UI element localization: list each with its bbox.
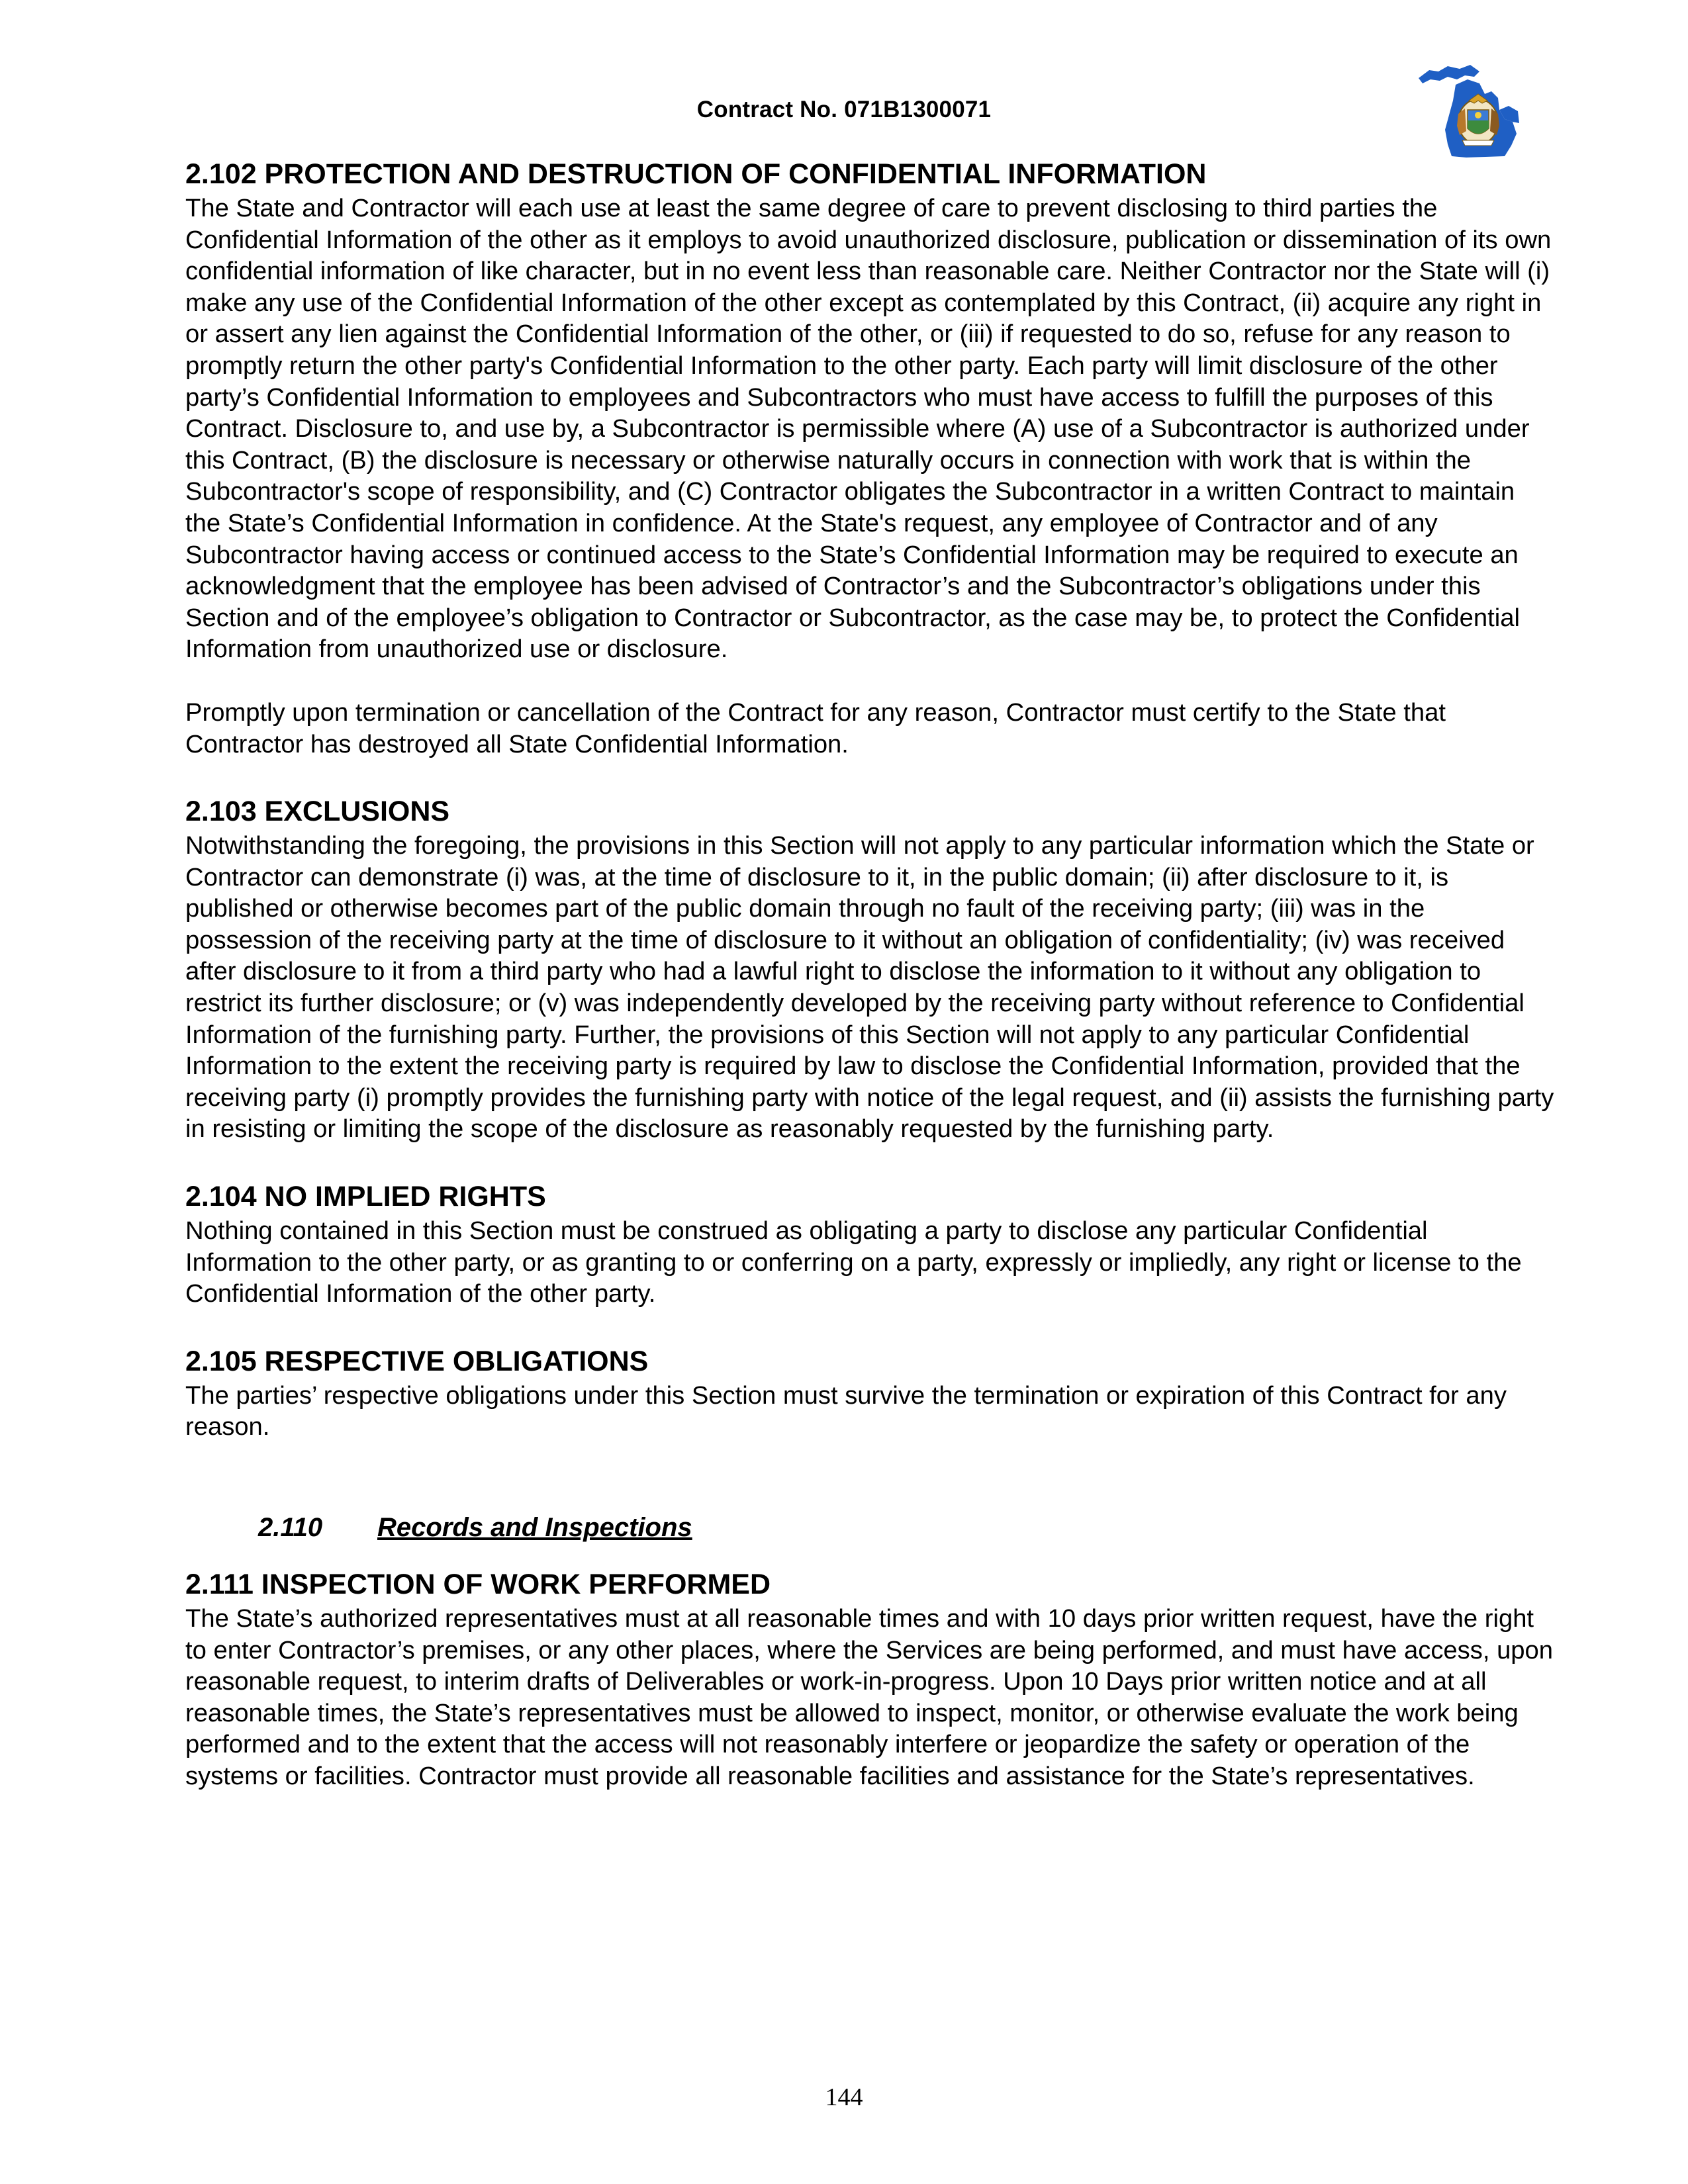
page-number: 144 [825,2083,863,2111]
michigan-seal-icon [1413,57,1526,159]
section-2-110-title: Records and Inspections [377,1513,692,1542]
section-2-111-heading: 2.111 INSPECTION OF WORK PERFORMED [185,1569,771,1600]
section-2-104-heading: 2.104 NO IMPLIED RIGHTS [185,1181,546,1213]
section-2-103-paragraph: Notwithstanding the foregoing, the provisions in this Section will not apply to any particular information which the State or Contractor can demonstrate (i) was, at the time of disclosure to it, in the public domain; (ii) after disclosure to it, is published or otherwise becomes part of the public domain through no fault of the receiving party; (iii) was in the possession of the receiving party at the time of disclosure to it without an obligation of confidentiality; (iv) was received after disclosure to it from a third party who had a lawful right to disclose the information to it without any obligation to restrict its further disclosure; or (v) was independently developed by the receiving party without reference to Confidential Information of the furnishing party. Further, the provisions of this Section will not apply to any particular Confidential Information to the extent the receiving party is required by law to disclose the Confidential Information, provided that the receiving party (i) promptly provides the furnishing party with notice of the legal request, and (ii) assists the furnishing party in resisting or limiting the scope of the disclosure as reasonably requested by the furnishing party. [185,831,1554,1144]
section-2-105-heading: 2.105 RESPECTIVE OBLIGATIONS [185,1345,649,1377]
section-2-102-paragraph-1: The State and Contractor will each use at least the same degree of care to prevent disclosing to third parties the Confidential Information of the other as it employs to avoid unauthorized disclosure, publication or dissemination of its own confidential information of like character, but in no event less than reasonable care. Neither Contractor nor the State will (i) make any use of the Confidential Information of the other except as contemplated by this Contract, (ii) acquire any right in or assert any lien against the Confidential Information of the other, or (iii) if requested to do so, refuse for any reason to promptly return the other party's Confidential Information to the other party. Each party will limit disclosure of the other party’s Confidential Information to employees and Subcontractors who must have access to fulfill the purposes of this Contract. Disclosure to, and use by, a Subcontractor is permissible where (A) use of a Subcontractor is authorized under this Contract, (B) the disclosure is necessary or otherwise naturally occurs in connection with work that is within the Subcontractor's scope of responsibility, and (C) Contractor obligates the Subcontractor in a written Contract to maintain the State’s Confidential Information in confidence. At the State's request, any employee of Contractor and of any Subcontractor having access or continued access to the State’s Confidential Information may be required to execute an acknowledgment that the employee has been advised of Contractor’s and the Subcontractor’s obligations under this Section and of the employee’s obligation to Contractor or Subcontractor, as the case may be, to protect the Confidential Information from unauthorized use or disclosure. [185,194,1552,664]
section-2-102-paragraph-2: Promptly upon termination or cancellation of the Contract for any reason, Contractor must certify to the State that Contractor has destroyed all State Confidential Information. [185,698,1446,758]
section-2-105-paragraph: The parties’ respective obligations under this Section must survive the termination or expiration of this Contract for any reason. [185,1381,1507,1441]
document-body [185,156,1556,1792]
section-2-110-subheading [258,1510,1556,1545]
section-2-110-number: 2.110 [258,1513,323,1542]
section-2-111-paragraph: The State’s authorized representatives must at all reasonable times and with 10 days prior written request, have the right to enter Contractor’s premises, or any other places, where the Services are being performed, and must have access, upon reasonable request, to interim drafts of Deliverables or work-in-progress. Upon 10 Days prior written notice and at all reasonable times, the State’s representatives must be allowed to inspect, monitor, or otherwise evaluate the work being performed and to the extent that the access will not reasonably interfere or jeopardize the safety or operation of the systems or facilities. Contractor must provide all reasonable facilities and assistance for the State’s representatives. [185,1604,1554,1790]
contract-number: Contract No. 071B1300071 [696,97,992,122]
section-2-104-paragraph: Nothing contained in this Section must be construed as obligating a party to disclose any particular Confidential Information to the other party, or as granting to or conferring on a party, expressly or impliedly, any right or license to the Confidential Information of the other party. [185,1216,1522,1308]
section-2-103-heading: 2.103 EXCLUSIONS [185,796,450,828]
section-2-102-heading: 2.102 PROTECTION AND DESTRUCTION OF CONFIDENTIAL INFORMATION [185,158,1207,190]
